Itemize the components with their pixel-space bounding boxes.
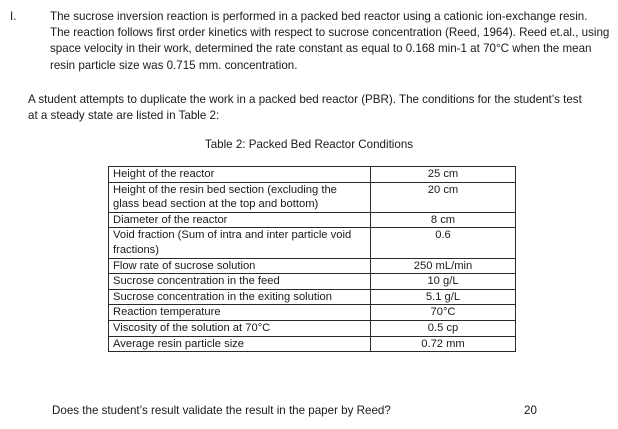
final-question: Does the student’s result validate the result in the paper by Reed? — [52, 404, 391, 417]
table-row — [109, 182, 516, 212]
parameter-cell: Height of the reactor — [109, 167, 371, 183]
table-row — [109, 320, 516, 336]
table-row — [109, 228, 516, 258]
value-cell: 8 cm — [371, 212, 516, 228]
table-row — [109, 212, 516, 228]
parameter-cell: Viscosity of the solution at 70°C — [109, 320, 371, 336]
parameter-cell: Diameter of the reactor — [109, 212, 371, 228]
question-number: I. — [10, 10, 17, 23]
value-cell: 250 mL/min — [371, 258, 516, 274]
table-row — [109, 289, 516, 305]
table-caption: Table 2: Packed Bed Reactor Conditions — [204, 138, 414, 151]
value-cell: 10 g/L — [371, 274, 516, 290]
value-cell: 5.1 g/L — [371, 289, 516, 305]
table-row — [109, 274, 516, 290]
parameter-cell: Sucrose concentration in the feed — [109, 274, 371, 290]
table-row — [109, 167, 516, 183]
parameter-cell: Height of the resin bed section (excluding the glass bead section at the top and bottom) — [109, 182, 371, 212]
parameter-cell: Sucrose concentration in the exiting solution — [109, 289, 371, 305]
value-cell: 0.6 — [371, 228, 516, 258]
parameter-cell: Average resin particle size — [109, 336, 371, 352]
value-cell: 0.72 mm — [371, 336, 516, 352]
conditions-table — [108, 166, 516, 352]
points-value: 20 — [524, 404, 537, 417]
table-row — [109, 336, 516, 352]
parameter-cell: Reaction temperature — [109, 305, 371, 321]
parameter-cell: Flow rate of sucrose solution — [109, 258, 371, 274]
table-row — [109, 258, 516, 274]
table-row — [109, 305, 516, 321]
problem-statement: The sucrose inversion reaction is performed in a packed bed reactor using a cationic ion-exchange resin. The reaction follows first order kinetics with respect to sucrose concentration (Reed, 1964). Reed et.al., using space velocity in their work, determined the rate constant as equal to 0.168 min-1 at 70°C when the mean resin particle size was 0.715 mm. concentration. — [50, 10, 610, 72]
value-cell: 0.5 cp — [371, 320, 516, 336]
value-cell: 25 cm — [371, 167, 516, 183]
student-intro-text: A student attempts to duplicate the work in a packed bed reactor (PBR). The conditions for the student’s test at a steady state are listed in Table 2: — [28, 93, 582, 123]
value-cell: 70°C — [371, 305, 516, 321]
value-cell: 20 cm — [371, 182, 516, 212]
parameter-cell: Void fraction (Sum of intra and inter particle void fractions) — [109, 228, 371, 258]
